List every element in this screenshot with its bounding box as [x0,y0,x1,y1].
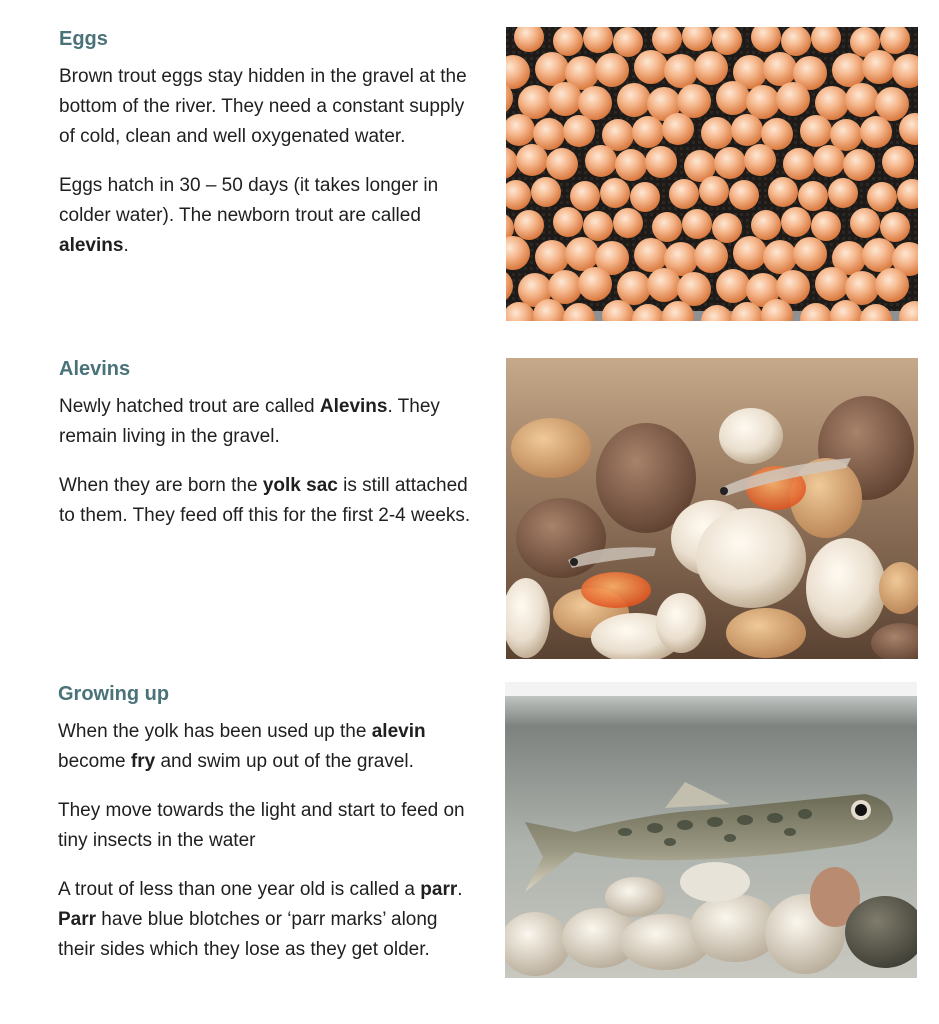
eggs-text [59,28,479,280]
bold-term: yolk sac [262,475,338,496]
trout-egg [815,86,849,120]
trout-egg [783,148,815,180]
trout-egg [694,239,728,273]
trout-egg [731,114,763,146]
trout-egg [860,116,892,148]
trout-egg [811,211,841,241]
trout-egg [763,52,797,86]
trout-egg [578,267,612,301]
text-run: When the yolk has been used up the [58,721,372,742]
trout-egg [813,145,845,177]
trout-egg [600,178,630,208]
section-heading: Alevins [59,358,131,380]
paragraph [58,796,478,856]
trout-egg [793,237,827,271]
trout-egg [634,50,668,84]
trout-egg [712,213,742,243]
trout-egg [535,52,569,86]
trout-egg [583,211,613,241]
trout-egg [578,86,612,120]
eggs-section [0,0,939,330]
paragraph [59,392,479,452]
trout-egg [763,240,797,274]
trout-egg [832,53,866,87]
section-body [59,62,479,261]
parr-trout-photo [505,682,917,978]
trout-egg [634,238,668,272]
text-run: Brown trout eggs stay hidden in the gravel at the bottom of the river. They need a constant supply of cold, clean and well oxygenated water. [59,66,467,147]
paragraph [59,62,479,152]
trout-egg [682,209,712,239]
bold-term: Parr [58,909,97,930]
text-run: When they are born the [59,475,263,496]
trout-egg [867,182,897,212]
text-run: and swim up out of the gravel. [155,751,414,772]
paragraph [59,171,479,261]
trout-egg [744,144,776,176]
text-run: have blue blotches or ‘parr marks’ along their sides which they lose as they get older. [58,909,438,960]
trout-egg [699,176,729,206]
growing-up-text [58,683,478,984]
trout-egg [669,179,699,209]
section-heading: Eggs [59,28,108,50]
trout-egg [716,81,750,115]
paragraph [58,875,478,965]
text-run: Newly hatched trout are called [59,396,320,417]
trout-egg [615,149,647,181]
alevins-section [0,330,939,670]
trout-egg [776,270,810,304]
trout-egg [617,83,651,117]
trout-egg [548,270,582,304]
trout-egg [662,113,694,145]
paragraph [58,717,478,777]
trout-egg [553,27,583,56]
trout-egg [850,208,880,238]
trout-egg [570,181,600,211]
text-run: is still attached to them. They feed off this for the first 2-4 weeks. [59,475,471,526]
trout-egg [630,182,660,212]
trout-egg [862,238,896,272]
trout-egg [768,177,798,207]
text-run: Eggs hatch in 30 – 50 days (it takes longer in colder water). The newborn trout are called [59,175,439,226]
trout-egg [645,146,677,178]
trout-egg [746,85,780,119]
text-run: They move towards the light and start to feed on tiny insects in the water [58,800,465,851]
trout-egg [647,268,681,302]
trout-egg [652,212,682,242]
trout-egg [565,237,599,271]
bold-term: alevin [371,721,426,742]
alevins-text [59,358,479,550]
trout-egg [553,207,583,237]
trout-egg [613,208,643,238]
trout-egg [843,149,875,181]
trout-egg [518,85,552,119]
bold-term: alevins [59,235,124,256]
text-run: . [457,879,463,900]
trout-egg [882,146,914,178]
bold-term: fry [130,751,156,772]
trout-egg [664,54,698,88]
trout-egg [585,145,617,177]
brown-trout-eggs-photo [506,27,918,321]
trout-egg [617,271,651,305]
section-body [59,392,479,531]
trout-egg [828,178,858,208]
paragraph [59,471,479,531]
trout-egg [880,212,910,242]
text-run: A trout of less than one year old is called a [58,879,421,900]
text-run: . They remain living in the gravel. [59,396,440,447]
trout-egg [516,144,548,176]
bold-term: parr [420,879,458,900]
trout-egg [546,148,578,180]
text-run: become [58,751,131,772]
trout-egg [875,87,909,121]
bold-term: Alevins [319,396,388,417]
trout-egg [701,117,733,149]
section-heading: Growing up [58,683,170,705]
trout-egg [531,177,561,207]
trout-egg [716,269,750,303]
trout-egg [632,116,664,148]
trout-egg [781,207,811,237]
trout-egg [845,271,879,305]
trout-egg [781,27,811,56]
section-body [58,717,478,965]
trout-egg [563,115,595,147]
trout-egg [845,83,879,117]
trout-egg [733,236,767,270]
trout-egg [548,82,582,116]
trout-egg [535,240,569,274]
trout-egg [677,84,711,118]
alevins-in-gravel-photo [506,358,918,659]
trout-egg [862,50,896,84]
text-run: . [123,235,129,256]
trout-egg [776,82,810,116]
trout-egg [714,147,746,179]
trout-egg [613,27,643,57]
trout-egg [798,181,828,211]
growing-up-section [0,670,939,1024]
trout-egg [800,115,832,147]
trout-egg [875,268,909,302]
trout-egg [729,180,759,210]
trout-egg [751,210,781,240]
trout-egg [815,267,849,301]
trout-egg [694,51,728,85]
trout-egg [595,53,629,87]
trout-egg [677,272,711,306]
trout-egg [514,210,544,240]
